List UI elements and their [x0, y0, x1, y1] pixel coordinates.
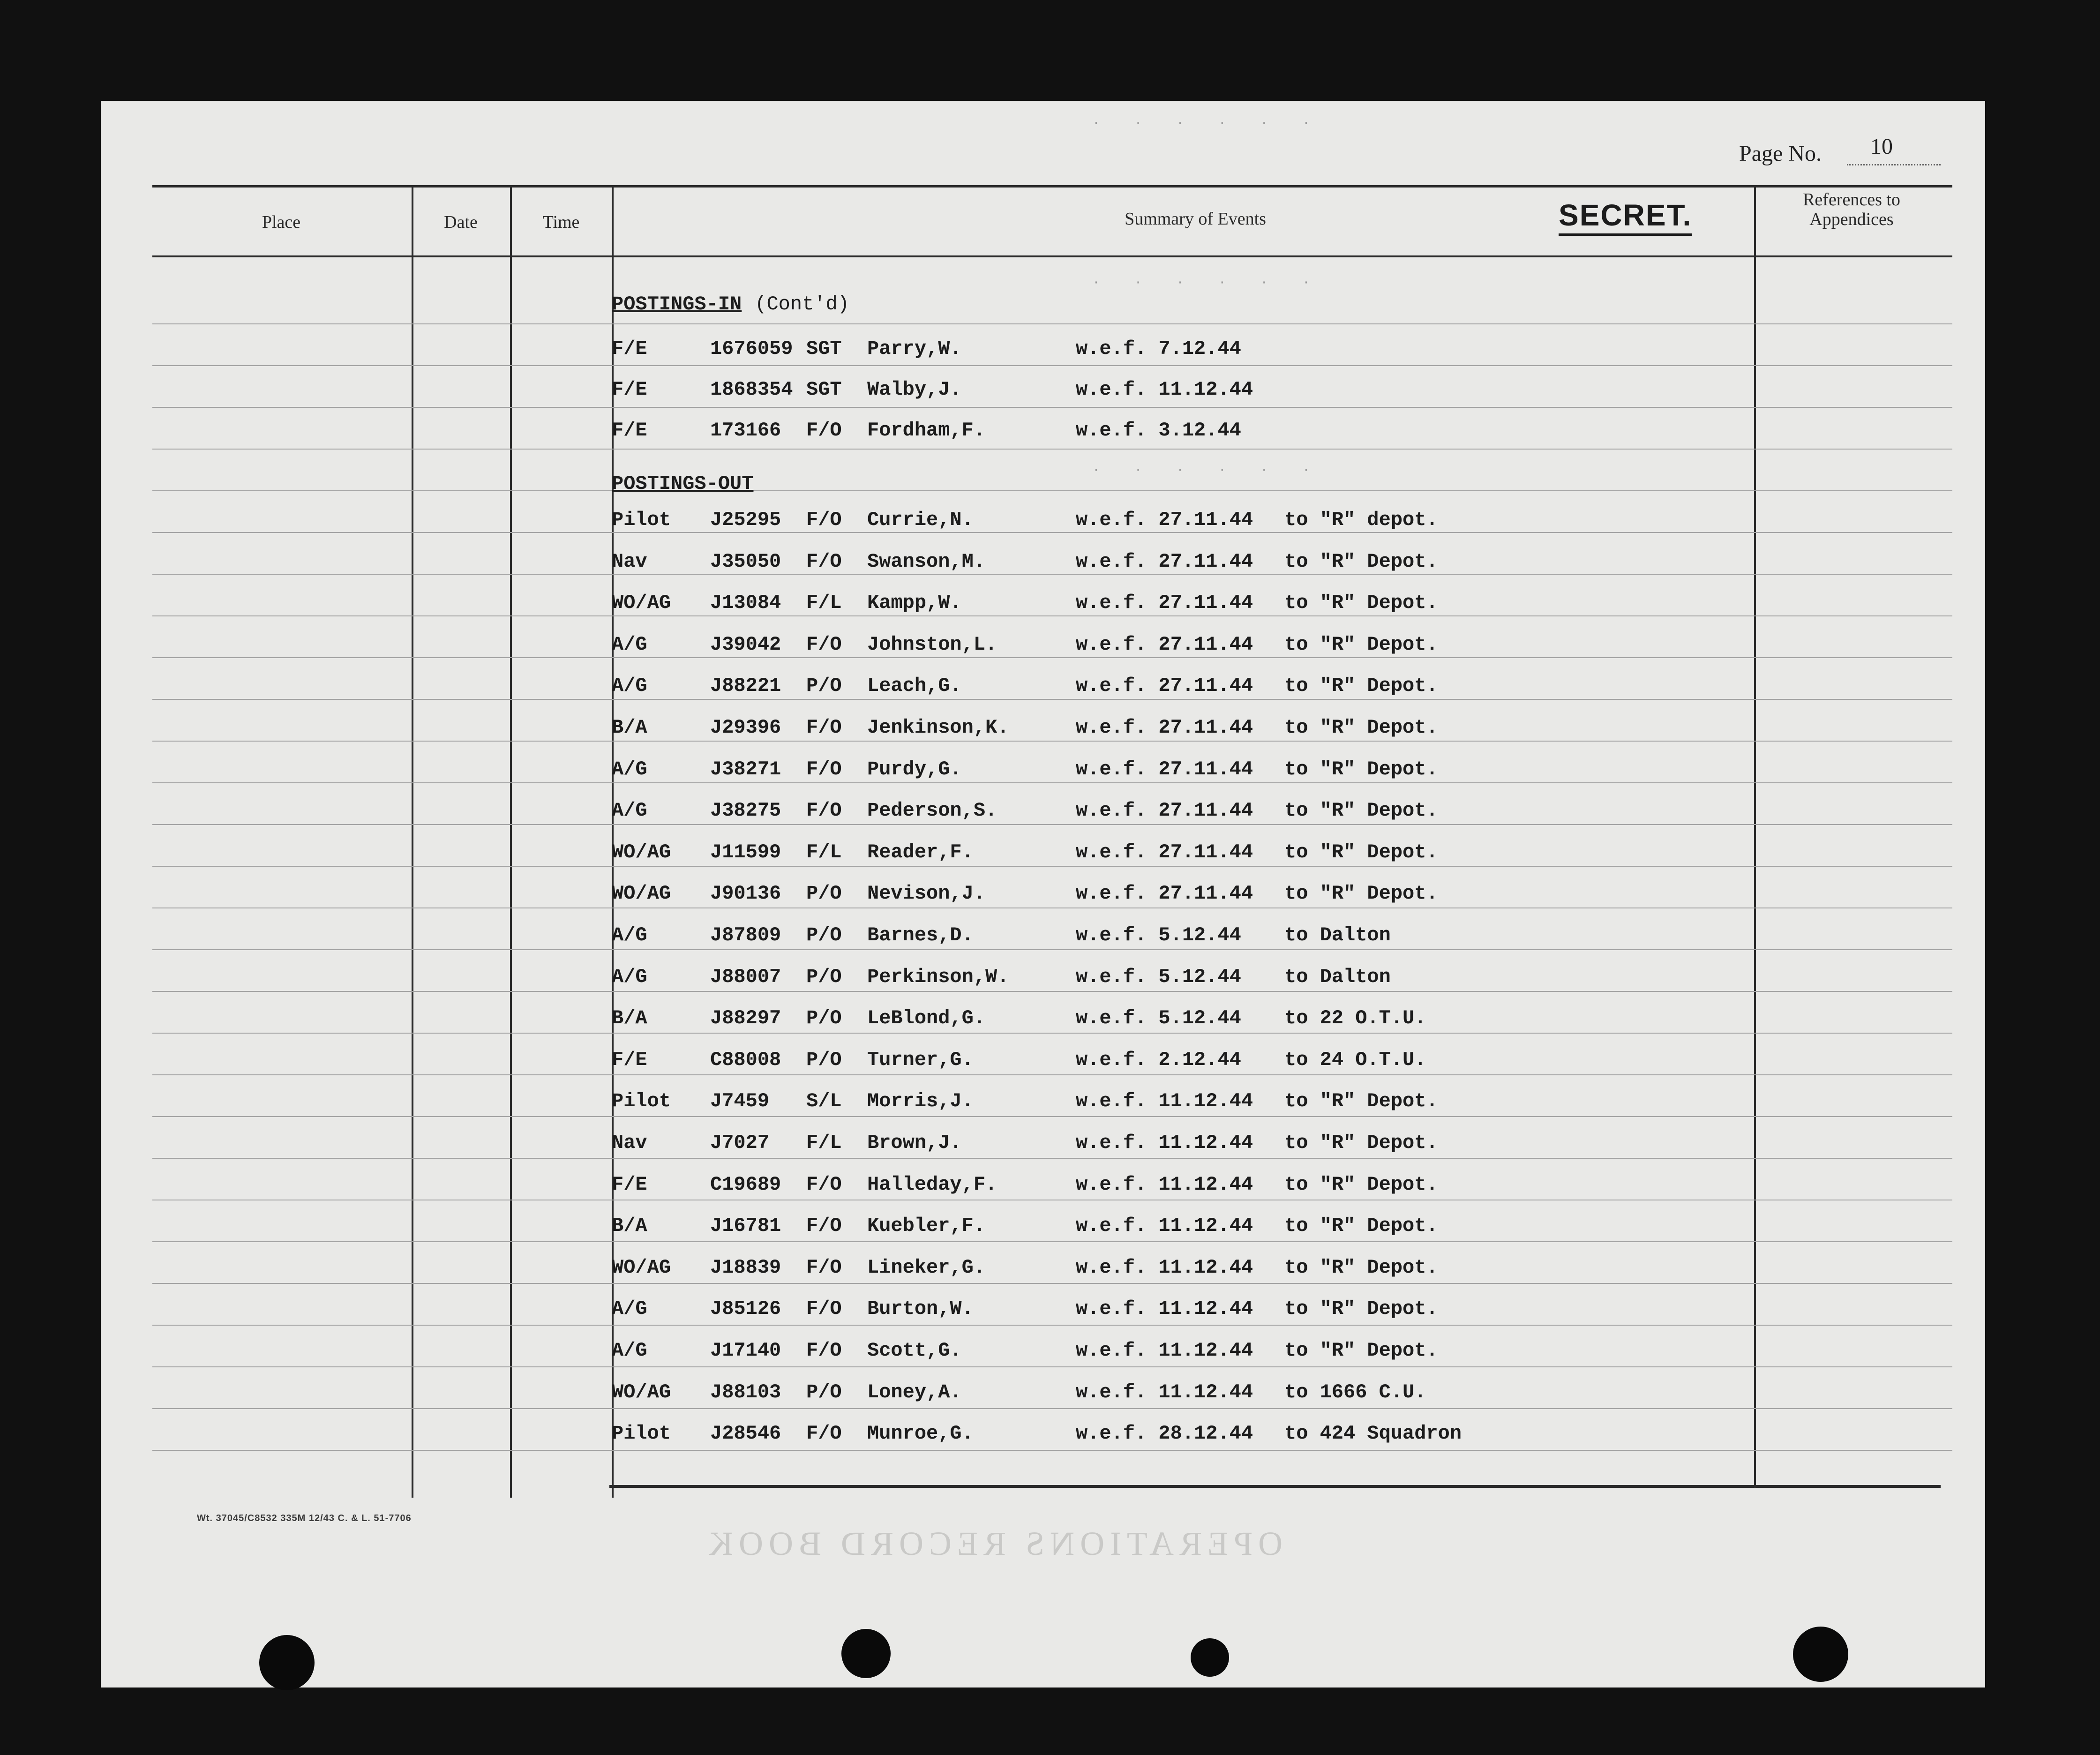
posting-dest: to "R" Depot. — [1284, 1298, 1438, 1320]
section-postings-out — [612, 472, 753, 495]
punch-hole — [259, 1635, 315, 1690]
posting-dest: to "R" Depot. — [1284, 758, 1438, 780]
posting-date: w.e.f. 11.12.44 — [1076, 1339, 1253, 1362]
ruled-line — [152, 574, 1952, 575]
posting-role: A/G — [612, 1298, 647, 1320]
ruled-line — [152, 949, 1952, 950]
posting-date: w.e.f. 27.11.44 — [1076, 882, 1253, 905]
secret-stamp: SECRET. — [1559, 198, 1692, 236]
ruled-line — [152, 1366, 1952, 1367]
posting-name: Johnston,L. — [867, 633, 998, 656]
posting-role: B/A — [612, 1007, 647, 1030]
posting-name: Swanson,M. — [867, 550, 986, 573]
posting-number: J28546 — [710, 1422, 781, 1445]
ruled-line — [152, 323, 1952, 324]
postings-in-heading: POSTINGS-IN — [612, 293, 742, 315]
posting-number: J88221 — [710, 675, 781, 698]
posting-dest: to "R" Depot. — [1284, 1132, 1438, 1154]
posting-role: Pilot — [612, 509, 671, 531]
section-postings-in — [612, 293, 849, 315]
ruled-line — [152, 1450, 1952, 1451]
posting-name: Scott,G. — [867, 1339, 962, 1362]
posting-rank: F/O — [806, 1256, 842, 1279]
posting-rank: F/O — [806, 1173, 842, 1196]
faint-marks: · · · · · · — [1092, 116, 1323, 131]
ruled-line — [152, 699, 1952, 700]
header-top-rule — [152, 185, 1952, 188]
posting-number: J85126 — [710, 1298, 781, 1320]
posting-rank: F/O — [806, 1215, 842, 1238]
posting-rank: SGT — [806, 378, 842, 401]
column-header-time: Time — [542, 212, 580, 232]
posting-rank: F/O — [806, 1339, 842, 1362]
ruled-line — [152, 1158, 1952, 1159]
posting-name: Turner,G. — [867, 1048, 974, 1071]
faint-marks: · · · · · · — [1092, 463, 1323, 478]
posting-date: w.e.f. 11.12.44 — [1076, 1380, 1253, 1403]
posting-role: WO/AG — [612, 592, 671, 615]
posting-dest: to "R" Depot. — [1284, 882, 1438, 905]
posting-dest: to 424 Squadron — [1284, 1422, 1462, 1445]
posting-role: WO/AG — [612, 840, 671, 863]
posting-number: J35050 — [710, 550, 781, 573]
posting-rank: P/O — [806, 882, 842, 905]
posting-name: Loney,A. — [867, 1380, 962, 1403]
posting-date: w.e.f. 5.12.44 — [1076, 1007, 1241, 1030]
posting-role: Pilot — [612, 1422, 671, 1445]
posting-number: 173166 — [710, 419, 781, 442]
posting-name: Parry,W. — [867, 338, 962, 360]
posting-number: J88297 — [710, 1007, 781, 1030]
posting-dest: to 1666 C.U. — [1284, 1380, 1426, 1403]
posting-role: B/A — [612, 1215, 647, 1238]
ruled-line — [152, 824, 1952, 825]
posting-dest: to 24 O.T.U. — [1284, 1048, 1426, 1071]
posting-rank: F/O — [806, 758, 842, 780]
posting-date: w.e.f. 27.11.44 — [1076, 758, 1253, 780]
posting-name: Barnes,D. — [867, 924, 974, 946]
column-header-references: References to Appendices — [1803, 190, 1900, 229]
posting-role: Nav — [612, 550, 647, 573]
posting-rank: P/O — [806, 1007, 842, 1030]
posting-number: J18839 — [710, 1256, 781, 1279]
posting-rank: F/O — [806, 716, 842, 739]
page-number-label: Page No. — [1739, 141, 1822, 166]
posting-number: J7459 — [710, 1090, 770, 1113]
posting-rank: P/O — [806, 1048, 842, 1071]
posting-dest: to "R" Depot. — [1284, 1215, 1438, 1238]
posting-dest: to "R" Depot. — [1284, 716, 1438, 739]
posting-dest: to "R" Depot. — [1284, 1339, 1438, 1362]
posting-date: w.e.f. 28.12.44 — [1076, 1422, 1253, 1445]
column-divider-date-time — [510, 185, 512, 1498]
posting-name: Fordham,F. — [867, 419, 986, 442]
posting-dest: to "R" Depot. — [1284, 1256, 1438, 1279]
column-header-summary: Summary of Events — [1125, 209, 1266, 229]
posting-date: w.e.f. 27.11.44 — [1076, 509, 1253, 531]
posting-dest: to "R" Depot. — [1284, 675, 1438, 698]
posting-rank: F/O — [806, 509, 842, 531]
posting-number: J39042 — [710, 633, 781, 656]
ruled-line — [152, 1325, 1952, 1326]
ruled-line — [152, 1283, 1952, 1284]
posting-rank: F/L — [806, 1132, 842, 1154]
posting-rank: F/O — [806, 550, 842, 573]
posting-role: F/E — [612, 1173, 647, 1196]
bleed-through-title: OPERATIONS RECORD BOOK — [703, 1525, 1283, 1562]
posting-number: J16781 — [710, 1215, 781, 1238]
header-bottom-rule — [152, 255, 1952, 257]
posting-date: w.e.f. 2.12.44 — [1076, 1048, 1241, 1071]
posting-name: LeBlond,G. — [867, 1007, 986, 1030]
ruled-line — [152, 1116, 1952, 1117]
posting-date: w.e.f. 11.12.44 — [1076, 1090, 1253, 1113]
posting-dest: to "R" depot. — [1284, 509, 1438, 531]
posting-date: w.e.f. 11.12.44 — [1076, 1298, 1253, 1320]
posting-date: w.e.f. 27.11.44 — [1076, 799, 1253, 822]
posting-name: Perkinson,W. — [867, 965, 1009, 988]
punch-hole — [1191, 1638, 1229, 1677]
posting-number: C88008 — [710, 1048, 781, 1071]
posting-date: w.e.f. 27.11.44 — [1076, 550, 1253, 573]
posting-date: w.e.f. 11.12.44 — [1076, 1132, 1253, 1154]
posting-number: J88007 — [710, 965, 781, 988]
posting-date: w.e.f. 3.12.44 — [1076, 419, 1241, 442]
posting-date: w.e.f. 11.12.44 — [1076, 1256, 1253, 1279]
posting-name: Brown,J. — [867, 1132, 962, 1154]
posting-name: Pederson,S. — [867, 799, 998, 822]
posting-role: A/G — [612, 675, 647, 698]
posting-name: Purdy,G. — [867, 758, 962, 780]
column-header-date: Date — [444, 212, 478, 232]
posting-rank: F/O — [806, 419, 842, 442]
ruled-line — [152, 866, 1952, 867]
posting-role: F/E — [612, 378, 647, 401]
posting-date: w.e.f. 27.11.44 — [1076, 592, 1253, 615]
posting-number: J38271 — [710, 758, 781, 780]
posting-date: w.e.f. 27.11.44 — [1076, 840, 1253, 863]
ruled-line — [152, 991, 1952, 992]
posting-date: w.e.f. 27.11.44 — [1076, 675, 1253, 698]
posting-dest: to "R" Depot. — [1284, 592, 1438, 615]
posting-dest: to "R" Depot. — [1284, 840, 1438, 863]
posting-number: J38275 — [710, 799, 781, 822]
posting-number: J7027 — [710, 1132, 770, 1154]
posting-rank: P/O — [806, 965, 842, 988]
posting-name: Nevison,J. — [867, 882, 986, 905]
postings-out-heading: POSTINGS-OUT — [612, 472, 754, 495]
posting-number: J87809 — [710, 924, 781, 946]
posting-rank: P/O — [806, 924, 842, 946]
posting-name: Kampp,W. — [867, 592, 962, 615]
posting-rank: F/O — [806, 1422, 842, 1445]
posting-role: WO/AG — [612, 882, 671, 905]
posting-date: w.e.f. 27.11.44 — [1076, 716, 1253, 739]
posting-number: J17140 — [710, 1339, 781, 1362]
posting-number: J90136 — [710, 882, 781, 905]
table-bottom-rule — [609, 1485, 1941, 1488]
posting-role: F/E — [612, 419, 647, 442]
posting-role: F/E — [612, 1048, 647, 1071]
posting-rank: F/L — [806, 840, 842, 863]
posting-name: Burton,W. — [867, 1298, 974, 1320]
column-header-place: Place — [262, 212, 301, 232]
posting-dest: to "R" Depot. — [1284, 1173, 1438, 1196]
posting-name: Kuebler,F. — [867, 1215, 986, 1238]
postings-in-suffix: (Cont'd) — [755, 293, 849, 315]
posting-rank: S/L — [806, 1090, 842, 1113]
ruled-line — [152, 1033, 1952, 1034]
posting-name: Walby,J. — [867, 378, 962, 401]
posting-rank: F/L — [806, 592, 842, 615]
posting-role: Pilot — [612, 1090, 671, 1113]
posting-name: Lineker,G. — [867, 1256, 986, 1279]
posting-role: A/G — [612, 1339, 647, 1362]
faint-marks: · · · · · · — [1092, 276, 1323, 290]
posting-number: J25295 — [710, 509, 781, 531]
ruled-line — [152, 1074, 1952, 1075]
ruled-line — [152, 615, 1952, 616]
ruled-line — [152, 407, 1952, 408]
posting-number: J29396 — [710, 716, 781, 739]
posting-rank: F/O — [806, 1298, 842, 1320]
posting-dest: to Dalton — [1284, 924, 1391, 946]
column-divider-place-date — [412, 185, 413, 1498]
posting-dest: to "R" Depot. — [1284, 799, 1438, 822]
posting-rank: P/O — [806, 1380, 842, 1403]
column-divider-summary-references — [1754, 185, 1756, 1488]
ruled-line — [152, 532, 1952, 533]
posting-date: w.e.f. 27.11.44 — [1076, 633, 1253, 656]
posting-role: A/G — [612, 924, 647, 946]
punch-hole — [1793, 1627, 1848, 1682]
posting-number: 1868354 — [710, 378, 793, 401]
page-number-underline — [1847, 164, 1941, 165]
ruled-line — [152, 490, 1952, 491]
page-number-value: 10 — [1870, 134, 1893, 159]
posting-date: w.e.f. 7.12.44 — [1076, 338, 1241, 360]
posting-number: C19689 — [710, 1173, 781, 1196]
posting-role: WO/AG — [612, 1256, 671, 1279]
ruled-line — [152, 449, 1952, 450]
posting-name: Leach,G. — [867, 675, 962, 698]
posting-rank: F/O — [806, 799, 842, 822]
posting-rank: F/O — [806, 633, 842, 656]
posting-dest: to "R" Depot. — [1284, 1090, 1438, 1113]
posting-role: WO/AG — [612, 1380, 671, 1403]
posting-name: Munroe,G. — [867, 1422, 974, 1445]
posting-number: 1676059 — [710, 338, 793, 360]
posting-role: F/E — [612, 338, 647, 360]
posting-role: A/G — [612, 965, 647, 988]
posting-number: J11599 — [710, 840, 781, 863]
posting-date: w.e.f. 11.12.44 — [1076, 1215, 1253, 1238]
posting-name: Morris,J. — [867, 1090, 974, 1113]
ruled-line — [152, 782, 1952, 783]
posting-dest: to "R" Depot. — [1284, 550, 1438, 573]
posting-name: Reader,F. — [867, 840, 974, 863]
ruled-line — [152, 1241, 1952, 1242]
ruled-line — [152, 657, 1952, 658]
posting-number: J88103 — [710, 1380, 781, 1403]
punch-hole — [841, 1629, 891, 1678]
posting-role: A/G — [612, 799, 647, 822]
posting-number: J13084 — [710, 592, 781, 615]
posting-role: Nav — [612, 1132, 647, 1154]
ruled-line — [152, 1408, 1952, 1409]
posting-date: w.e.f. 11.12.44 — [1076, 378, 1253, 401]
ruled-line — [152, 365, 1952, 366]
posting-name: Halleday,F. — [867, 1173, 998, 1196]
posting-rank: SGT — [806, 338, 842, 360]
posting-dest: to "R" Depot. — [1284, 633, 1438, 656]
posting-rank: P/O — [806, 675, 842, 698]
posting-dest: to 22 O.T.U. — [1284, 1007, 1426, 1030]
posting-role: A/G — [612, 633, 647, 656]
posting-dest: to Dalton — [1284, 965, 1391, 988]
posting-date: w.e.f. 5.12.44 — [1076, 965, 1241, 988]
posting-date: w.e.f. 11.12.44 — [1076, 1173, 1253, 1196]
posting-name: Jenkinson,K. — [867, 716, 1009, 739]
posting-name: Currie,N. — [867, 509, 974, 531]
posting-role: B/A — [612, 716, 647, 739]
posting-role: A/G — [612, 758, 647, 780]
posting-date: w.e.f. 5.12.44 — [1076, 924, 1241, 946]
form-number-note: Wt. 37045/C8532 335M 12/43 C. & L. 51-7706 — [197, 1513, 412, 1523]
ruled-line — [152, 741, 1952, 742]
